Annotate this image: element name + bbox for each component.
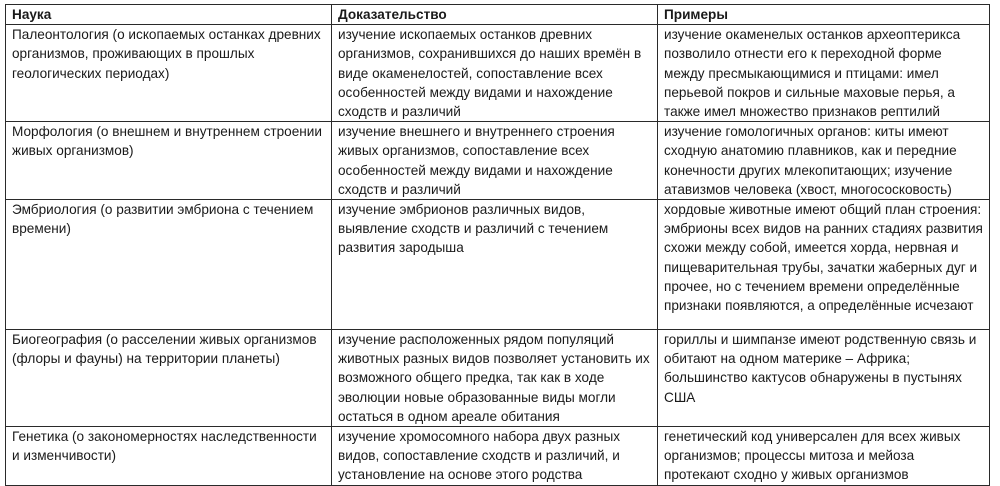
cell-examples: хордовые животные имеют общий план строения: эмбрионы всех видов на ранних стадиях развития схожи между собой, имеется хорда, нервная и пищеварительная трубы, зачатки жаберных дуг и прочее, но с течением времени определённые признаки появляются, а определённые исчезают: [658, 200, 990, 330]
cell-evidence: изучение эмбрионов различных видов, выявление сходств и различий с течением развития зародыша: [332, 200, 658, 330]
cell-examples: изучение гомологичных органов: киты имеют сходную анатомию плавников, как и передние конечности других млекопитающих; изучение атавизмов человека (хвост, многососковость): [658, 122, 990, 200]
cell-evidence: изучение внешнего и внутреннего строения живых организмов, сопоставление всех особенностей между видами и нахождение сходств и различий: [332, 122, 658, 200]
cell-evidence: изучение ископаемых останков древних организмов, сохранившихся до наших времён в виде окаменелостей, сопоставление всех особенностей между видами и нахождение сходств и различий: [332, 25, 658, 122]
cell-examples: гориллы и шимпанзе имеют родственную связь и обитают на одном материке – Африка; большинство кактусов обнаружены в пустынях США: [658, 330, 990, 427]
header-examples: Примеры: [658, 5, 990, 25]
table-header-row: [6, 5, 990, 25]
table-row: [6, 25, 990, 122]
table-row: [6, 330, 990, 427]
cell-science: Палеонтология (о ископаемых останках древних организмов, проживающих в прошлых геологических периодах): [6, 25, 332, 122]
cell-examples: генетический код универсален для всех живых организмов; процессы митоза и мейоза протекают сходно у живых организмов: [658, 427, 990, 486]
table-row: [6, 200, 990, 330]
table-row: [6, 427, 990, 486]
header-science: Наука: [6, 5, 332, 25]
cell-science: Генетика (о закономерностях наследственности и изменчивости): [6, 427, 332, 486]
cell-science: Биогеография (о расселении живых организмов (флоры и фауны) на территории планеты): [6, 330, 332, 427]
cell-examples: изучение окаменелых останков археоптерикса позволило отнести его к переходной форме между пресмыкающимися и птицами: имел перьевой покров и сильные маховые перья, а также имел множество признаков рептилий: [658, 25, 990, 122]
evolution-evidence-table-container: [5, 4, 989, 486]
cell-evidence: изучение хромосомного набора двух разных видов, сопоставление сходств и различий, и установление на основе этого родства: [332, 427, 658, 486]
evolution-evidence-table: [5, 4, 990, 486]
cell-evidence: изучение расположенных рядом популяций животных разных видов позволяет установить их возможного общего предка, так как в ходе эволюции новые образованные виды могли остаться в одном ареале обитания: [332, 330, 658, 427]
cell-science: Морфология (о внешнем и внутреннем строении живых организмов): [6, 122, 332, 200]
cell-science: Эмбриология (о развитии эмбриона с течением времени): [6, 200, 332, 330]
header-evidence: Доказательство: [332, 5, 658, 25]
table-row: [6, 122, 990, 200]
